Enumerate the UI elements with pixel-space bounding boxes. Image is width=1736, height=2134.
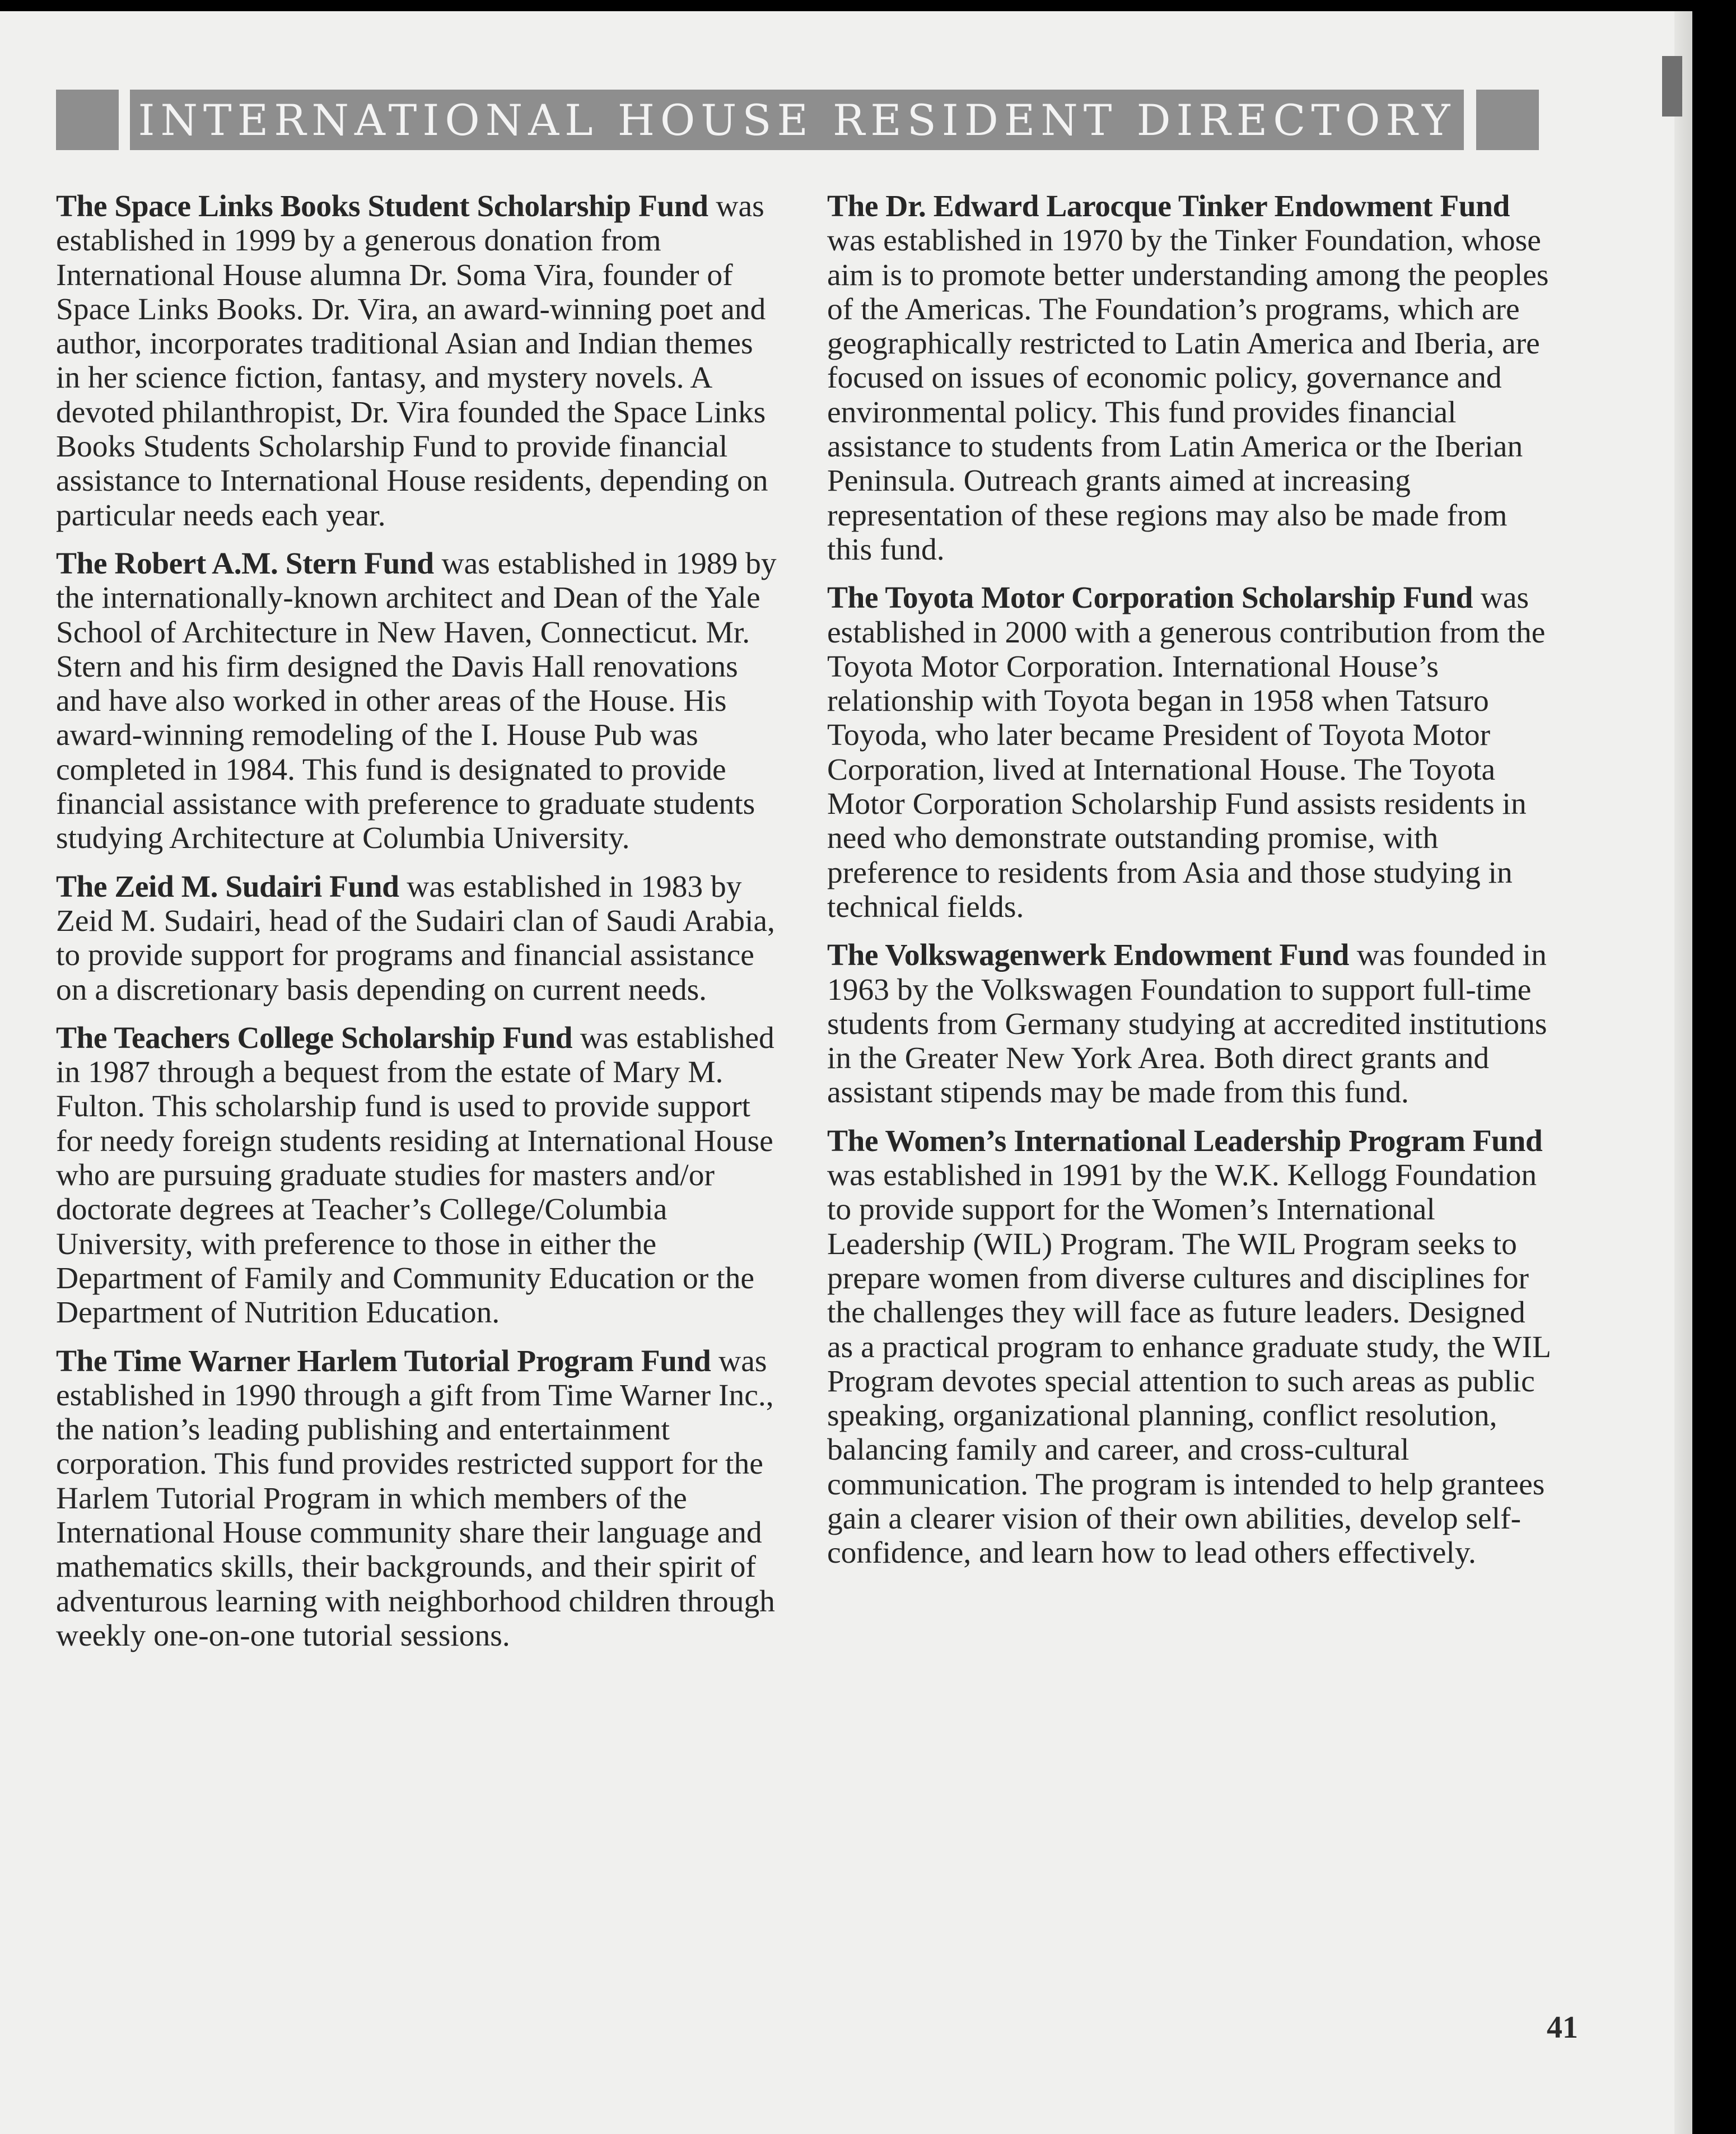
fund-description: was established in 1990 through a gift from Time Warner Inc., the nation’s leading publishing and entertainment corporation. This fund provides restricted support for the Harlem Tutorial Program in which members of the International House community share their language and mathematics skills, their backgrounds, and their spirit of adventurous learning with neighborhood children through weekly one-on-one tutorial sessions. [56, 1344, 775, 1653]
fund-name: The Time Warner Harlem Tutorial Program Fund [56, 1344, 711, 1378]
fund-name: The Space Links Books Student Scholarship Fund [56, 189, 708, 223]
fund-description: was founded in 1963 by the Volkswagen Foundation to support full-time students from Germany studying at accredited institutions in the Greater New York Area. Both direct grants and assistant stipends may be made from this fund. [827, 938, 1547, 1110]
header-banner [130, 90, 1464, 150]
fund-name: The Women’s International Leadership Program Fund [827, 1124, 1543, 1158]
fund-entry [827, 938, 1555, 1110]
fund-description: was established in 1989 by the internationally-known architect and Dean of the Yale School of Architecture in New Haven, Connecticut. Mr. Stern and his firm designed the Davis Hall renovations and have also worked in other areas of the House. His award-winning remodeling of the I. House Pub was completed in 1984. This fund is designated to provide financial assistance with preference to graduate students studying Architecture at Columbia University. [56, 546, 777, 856]
page-title: INTERNATIONAL HOUSE RESIDENT DIRECTORY [138, 95, 1456, 145]
page-edge [1674, 11, 1692, 2134]
header-decor-right [1476, 90, 1539, 150]
fund-entry [56, 870, 784, 1007]
fund-description: was established in 1987 through a bequest from the estate of Mary M. Fulton. This scholarship fund is used to provide support for needy foreign students residing at International House who are pursuing graduate studies for masters and/or doctorate degrees at Teacher’s College/Columbia University, with preference to those in either the Department of Family and Community Education or the Department of Nutrition Education. [56, 1021, 774, 1330]
fund-entry [56, 189, 784, 533]
fund-entry [827, 189, 1555, 567]
fund-description: was established in 2000 with a generous contribution from the Toyota Motor Corporation. International House’s relationship with Toyota began in 1958 when Tatsuro Toyoda, who later became President of Toyota Motor Corporation, lived at International House. The Toyota Motor Corporation Scholarship Fund assists residents in need who demonstrate outstanding promise, with preference to residents from Asia and those studying in technical fields. [827, 581, 1546, 924]
fund-entry [827, 581, 1555, 924]
header-decor-left [56, 90, 119, 150]
right-column [827, 189, 1555, 1585]
fund-description: was established in 1983 by Zeid M. Sudairi, head of the Sudairi clan of Saudi Arabia, to provide support for programs and financial assistance on a discretionary basis depending on current needs. [56, 869, 775, 1007]
fund-name: The Teachers College Scholarship Fund [56, 1021, 573, 1055]
fund-entry [56, 1021, 784, 1330]
fund-name: The Robert A.M. Stern Fund [56, 546, 434, 581]
fund-description: was established in 1970 by the Tinker Foundation, whose aim is to promote better understanding among the peoples of the Americas. The Foundation’s programs, which are geographically restricted to Latin America and Iberia, are focused on issues of economic policy, governance and environmental policy. This fund provides financial assistance to students from Latin America or the Iberian Peninsula. Outreach grants aimed at increasing representation of these regions may also be made from this fund. [827, 223, 1549, 567]
fund-entry [827, 1124, 1555, 1571]
document-page [0, 11, 1692, 2134]
fund-description: was established in 1999 by a generous donation from International House alumna Dr. Soma Vira, founder of Space Links Books. Dr. Vira, an award-winning poet and author, incorporates traditional Asian and Indian themes in her science fiction, fantasy, and mystery novels. A devoted philanthropist, Dr. Vira founded the Space Links Books Students Scholarship Fund to provide financial assistance to International House residents, depending on particular needs each year. [56, 189, 768, 533]
fund-name: The Dr. Edward Larocque Tinker Endowment Fund [827, 189, 1510, 223]
edge-tab-marker [1662, 56, 1682, 117]
fund-entry [56, 1344, 784, 1653]
fund-name: The Toyota Motor Corporation Scholarship Fund [827, 581, 1473, 616]
fund-name: The Zeid M. Sudairi Fund [56, 869, 399, 904]
fund-name: The Volkswagenwerk Endowment Fund [827, 938, 1349, 973]
fund-description: was established in 1991 by the W.K. Kellogg Foundation to provide support for the Women’s International Leadership (WIL) Program. The WIL Program seeks to prepare women from diverse cultures and disciplines for the challenges they will face as future leaders. Designed as a practical program to enhance graduate study, the WIL Program devotes special attention to such areas as public speaking, organizational planning, conflict resolution, balancing family and career, and cross-cultural communication. The program is intended to help grantees gain a clearer vision of their own abilities, develop self-confidence, and learn how to lead others effectively. [827, 1158, 1550, 1571]
left-column [56, 189, 784, 1667]
fund-entry [56, 547, 784, 856]
page-number: 41 [1547, 2010, 1578, 2045]
